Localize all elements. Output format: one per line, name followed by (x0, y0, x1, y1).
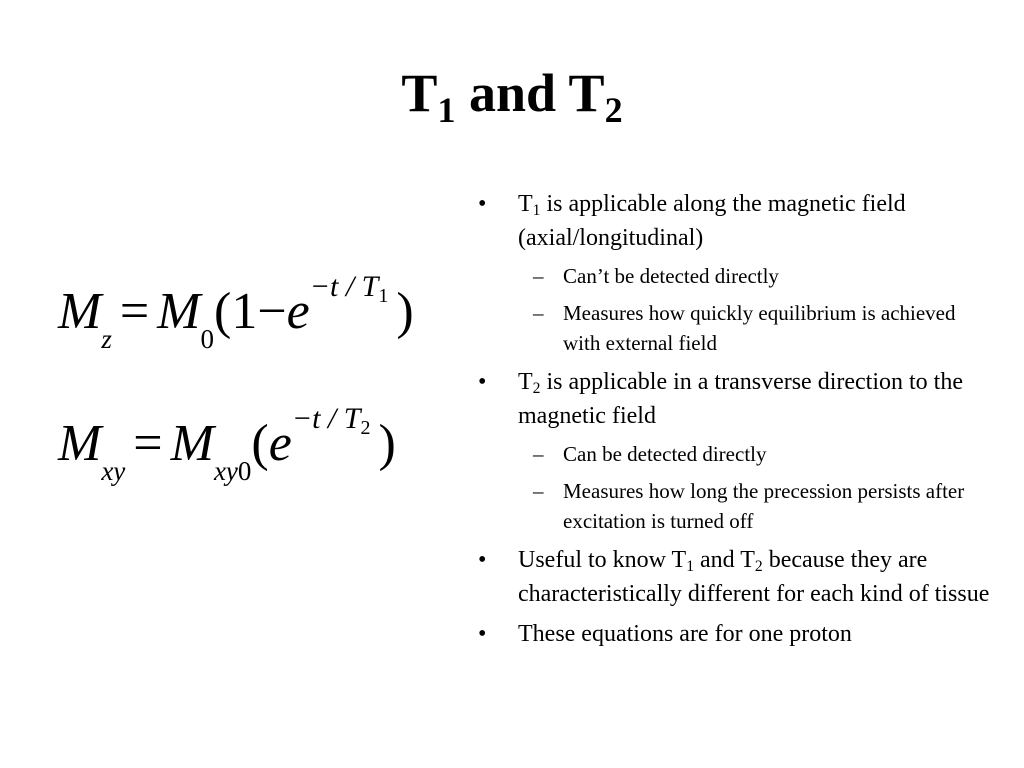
bullet-list (478, 187, 998, 657)
bullet-useful-subscript-1: 1 (686, 557, 695, 575)
sub-bullet-text: Can’t be detected directly (563, 264, 779, 288)
eq1-rhs: M (157, 283, 201, 340)
bullet-t2-subscript: 2 (532, 379, 541, 397)
bullet-t1-prefix: T (518, 191, 533, 217)
bullet-t2 (478, 365, 998, 433)
title-t1-base: T (401, 63, 438, 123)
eq2-exponent-subscript: 2 (360, 417, 371, 439)
sub-bullet-marker: – (533, 479, 544, 503)
bullet-t1 (478, 187, 998, 255)
eq2-rhs: M (170, 415, 214, 472)
eq2-open-paren: ( (251, 415, 269, 472)
sub-bullet-text: Can be detected directly (563, 442, 767, 466)
title-t2-subscript: 2 (604, 89, 623, 130)
eq1-exponent-subscript: 1 (378, 285, 389, 307)
sub-bullet-text: Measures how quickly equilibrium is achieved with external field (563, 301, 956, 355)
eq2-close-paren: ) (378, 415, 396, 472)
bullet-t1-text: is applicable along the magnetic field (axial/longitudinal) (518, 191, 906, 251)
bullet-t1-subitems (478, 261, 998, 358)
eq1-exponential-base: e (286, 283, 310, 340)
eq1-close-paren: ) (396, 283, 414, 340)
eq1-equals: = (119, 283, 150, 340)
sub-bullet-marker: – (533, 442, 544, 466)
bullet-useful-text: because they are characteristically different for each kind of tissue (518, 547, 990, 607)
sub-bullet (478, 261, 998, 291)
eq1-open-paren: (1 (214, 283, 258, 340)
bullet-one-proton (478, 617, 998, 651)
bullet-t2-prefix: T (518, 369, 533, 395)
bullet-marker: • (478, 547, 487, 573)
eq2-exponential-base: e (268, 415, 292, 472)
bullet-marker: • (478, 191, 487, 217)
bullet-marker: • (478, 369, 487, 395)
equation-mz (58, 270, 414, 354)
eq2-lhs-subscript: xy (101, 456, 126, 486)
sub-bullet (478, 298, 998, 358)
eq1-lhs: M (58, 283, 102, 340)
sub-bullet-text: Measures how long the precession persists after excitation is turned off (563, 479, 965, 533)
eq2-lhs: M (58, 415, 102, 472)
sub-bullet (478, 439, 998, 469)
title-middle: and T (455, 63, 605, 123)
bullet-useful-mid: and T (694, 547, 755, 573)
eq1-rhs-subscript: 0 (200, 324, 214, 354)
bullet-t2-text: is applicable in a transverse direction to the magnetic field (518, 369, 963, 429)
bullet-useful-prefix: Useful to know T (518, 547, 687, 573)
eq1-exponent: −t / T (309, 270, 379, 303)
bullet-one-proton-text: These equations are for one proton (518, 621, 852, 647)
bullet-marker: • (478, 621, 487, 647)
bullet-useful (478, 543, 998, 611)
slide-title (0, 63, 1024, 130)
sub-bullet-marker: – (533, 264, 544, 288)
bullet-useful-subscript-2: 2 (754, 557, 763, 575)
eq2-rhs-subscript: xy (213, 456, 238, 486)
eq2-exponent: −t / T (291, 402, 361, 435)
sub-bullet (478, 476, 998, 536)
eq2-equals: = (133, 415, 163, 472)
sub-bullet-marker: – (533, 301, 544, 325)
eq2-rhs-subscript-zero: 0 (237, 456, 252, 486)
bullet-t1-subscript: 1 (532, 201, 541, 219)
eq1-minus: − (257, 283, 287, 340)
bullet-t2-subitems (478, 439, 998, 536)
title-t1-subscript: 1 (437, 89, 456, 130)
equation-mxy (58, 402, 396, 486)
eq1-lhs-subscript: z (101, 324, 112, 354)
